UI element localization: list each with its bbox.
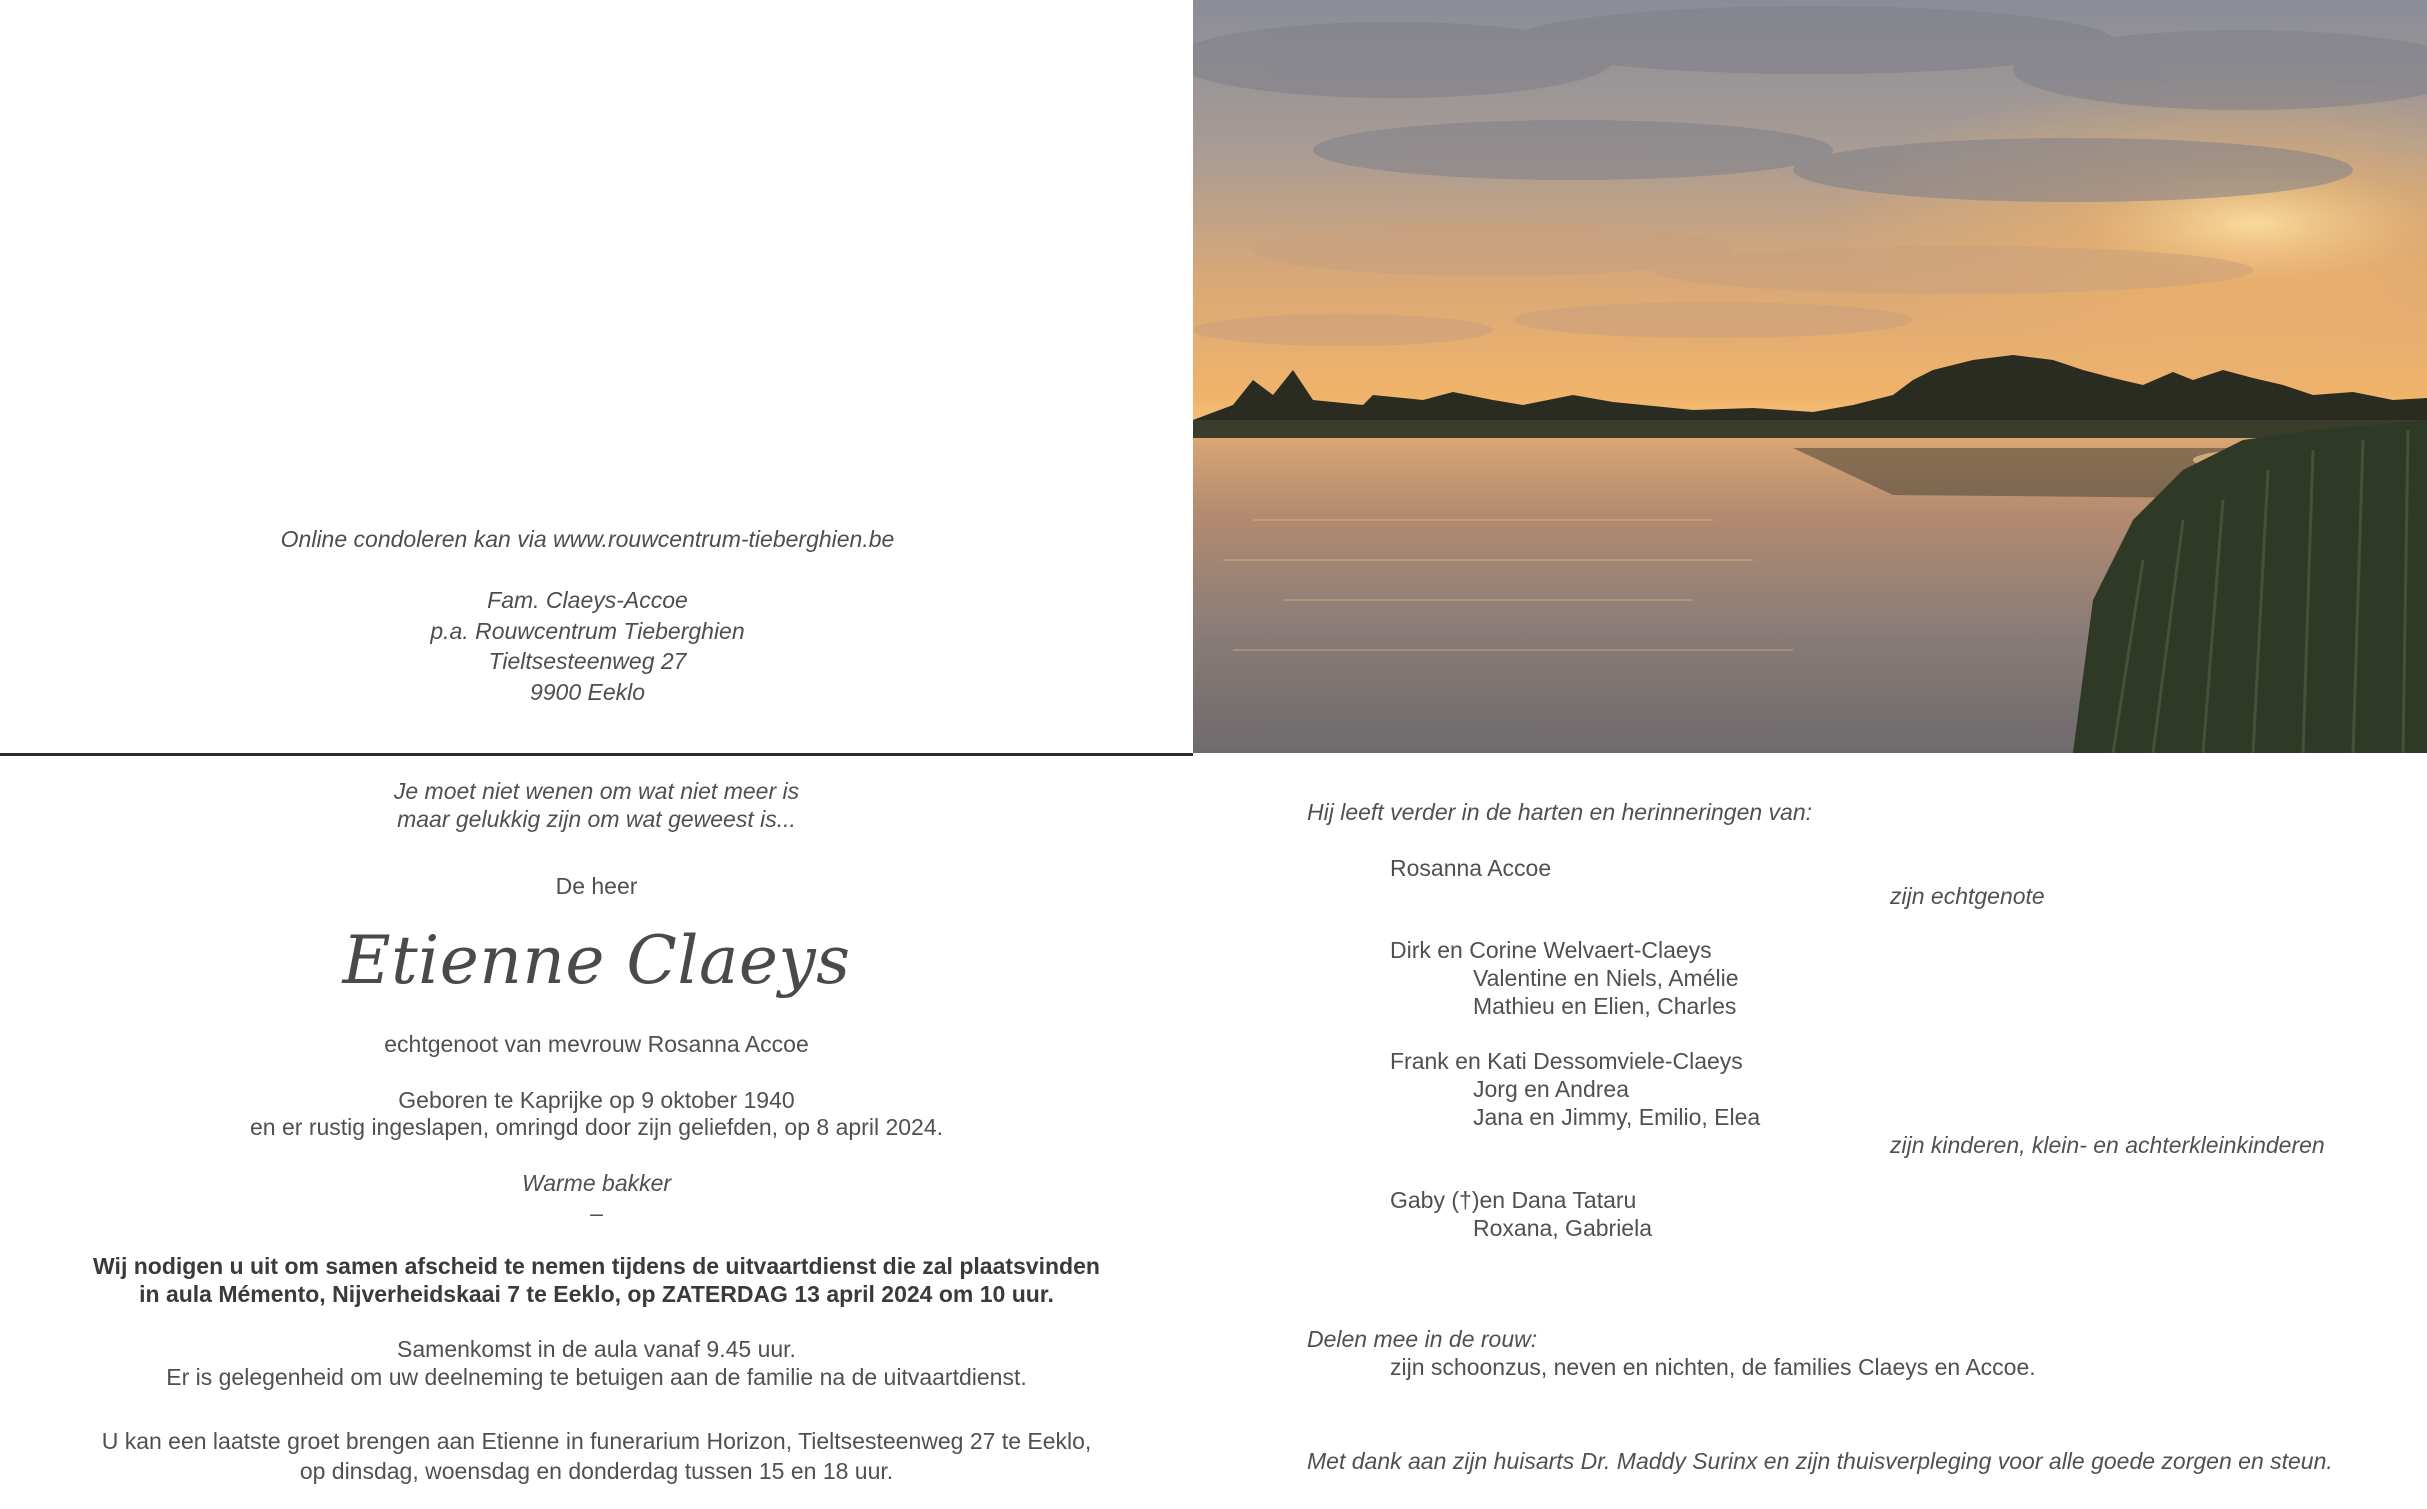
gathering-line-2: Er is gelegenheid om uw deelneming te betuigen aan de familie na de uitvaartdienst. xyxy=(166,1364,1027,1390)
address-line-city: 9900 Eeklo xyxy=(529,679,646,705)
salutation: De heer xyxy=(555,873,638,899)
address-line-family: Fam. Claeys-Accoe xyxy=(487,587,688,613)
spouse-line: echtgenoot van mevrouw Rosanna Accoe xyxy=(384,1031,809,1057)
child-2-grandchildren-b: Jana en Jimmy, Emilio, Elea xyxy=(1473,1104,1761,1130)
spouse-name: Rosanna Accoe xyxy=(1390,855,1552,881)
child-3: Gaby (†)en Dana Tataru xyxy=(1390,1187,1637,1213)
child-1-grandchildren-b: Mathieu en Elien, Charles xyxy=(1473,993,1737,1019)
address-line-care-of: p.a. Rouwcentrum Tieberghien xyxy=(430,618,745,644)
child-2-grandchildren-a: Jorg en Andrea xyxy=(1473,1076,1630,1102)
invitation-line-2: in aula Mémento, Nijverheidskaai 7 te Eeklo, op ZATERDAG 13 april 2024 om 10 uur. xyxy=(139,1281,1054,1307)
quote-line-2: maar gelukkig zijn om wat geweest is... xyxy=(397,806,796,832)
quote-line-1: Je moet niet wenen om wat niet meer is xyxy=(393,778,800,804)
children-role: zijn kinderen, klein- en achterkleinkinderen xyxy=(1890,1132,2325,1158)
death-line: en er rustig ingeslapen, omringd door zijn geliefden, op 8 april 2024. xyxy=(250,1114,943,1140)
thanks-line: Met dank aan zijn huisarts Dr. Maddy Surinx en zijn thuisverpleging voor alle goede zorgen en steun. xyxy=(1307,1448,2333,1474)
child-1: Dirk en Corine Welvaert-Claeys xyxy=(1390,937,1712,963)
deceased-name: Etienne Claeys xyxy=(342,922,851,999)
spouse-role: zijn echtgenote xyxy=(1890,883,2045,909)
share-line: zijn schoonzus, neven en nichten, de families Claeys en Accoe. xyxy=(1390,1354,2036,1380)
gathering-line-1: Samenkomst in de aula vanaf 9.45 uur. xyxy=(397,1336,796,1362)
separator-dash: – xyxy=(590,1200,603,1226)
birth-line: Geboren te Kaprijke op 9 oktober 1940 xyxy=(398,1087,795,1113)
address-line-street: Tieltsesteenweg 27 xyxy=(488,648,687,674)
child-1-grandchildren-a: Valentine en Niels, Amélie xyxy=(1473,965,1739,991)
visit-line-2: op dinsdag, woensdag en donderdag tussen 15 en 18 uur. xyxy=(299,1458,894,1484)
family-intro: Hij leeft verder in de harten en herinneringen van: xyxy=(1307,799,1813,825)
visit-line-1: U kan een laatste groet brengen aan Etienne in funerarium Horizon, Tieltsesteenweg 27 te Eeklo, xyxy=(101,1428,1092,1454)
child-2: Frank en Kati Dessomviele-Claeys xyxy=(1390,1048,1743,1074)
occupation: Warme bakker xyxy=(521,1170,672,1196)
child-3-grandchildren: Roxana, Gabriela xyxy=(1473,1215,1652,1241)
online-condolence-text[interactable]: Online condoleren kan via www.rouwcentrum-tieberghien.be xyxy=(280,526,895,552)
share-intro: Delen mee in de rouw: xyxy=(1307,1326,1538,1352)
invitation-line-1: Wij nodigen u uit om samen afscheid te nemen tijdens de uitvaartdienst die zal plaatsvinden xyxy=(93,1253,1100,1279)
